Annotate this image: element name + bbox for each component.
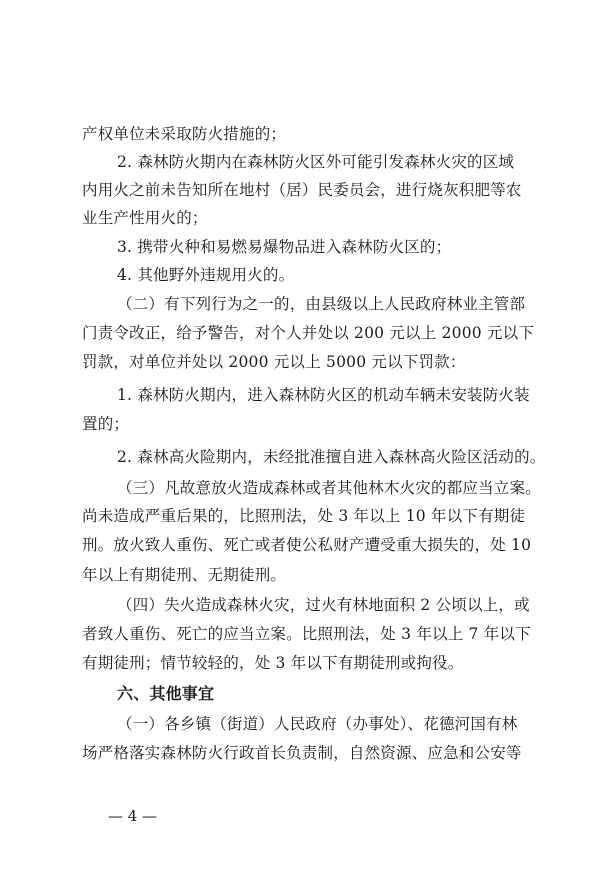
text-line: 产权单位未采取防火措施的；	[82, 125, 287, 143]
text-line: 年以上有期徒刑、无期徒刑。	[82, 566, 287, 584]
text-line: 1. 森林防火期内，进入森林防火区的机动车辆未安装防火装	[117, 386, 530, 404]
page-number: — 4 —	[108, 807, 158, 825]
text-line: 尚未造成严重后果的，比照刑法，处 3 年以上 10 年以下有期徒	[82, 507, 526, 525]
text-line: 置的；	[82, 415, 130, 433]
text-line: （三）凡故意放火造成森林或者其他林木火灾的都应当立案。	[117, 479, 541, 497]
text-line: （一）各乡镇（街道）人民政府（办事处）、花德河国有林	[117, 715, 518, 733]
text-line: 2. 森林高火险期内，未经批准擅自进入森林高火险区活动的。	[117, 448, 546, 466]
text-line: 内用火之前未告知所在地村（居）民委员会，进行烧灰积肥等农	[82, 181, 522, 199]
text-line: 门责令改正，给予警告，对个人并处以 200 元以上 2000 元以下	[82, 324, 535, 342]
text-line: 3. 携带火种和易燃易爆物品进入森林防火区的；	[117, 238, 452, 256]
text-line: 4. 其他野外违规用火的。	[117, 266, 295, 284]
text-line: 2. 森林防火期内在森林防火区外可能引发森林火灾的区域	[117, 153, 515, 171]
text-line: 者致人重伤、死亡的应当立案。比照刑法，处 3 年以上 7 年以下	[82, 625, 531, 643]
section-heading: 六、其他事宜	[117, 684, 215, 703]
text-line: 刑。放火致人重伤、死亡或者使公私财产遭受重大损失的，处 10	[82, 536, 532, 554]
text-line: 有期徒刑；情节较轻的，处 3 年以下有期徒刑或拘役。	[82, 654, 464, 672]
text-line: （四）失火造成森林火灾，过火有林地面积 2 公顷以上，或	[117, 596, 530, 614]
text-line: （二）有下列行为之一的，由县级以上人民政府林业主管部	[117, 295, 526, 313]
text-line: 场严格落实森林防火行政首长负责制，自然资源、应急和公安等	[82, 744, 522, 762]
text-line: 业生产性用火的；	[82, 209, 208, 227]
text-line: 罚款，对单位并处以 2000 元以上 5000 元以下罚款：	[82, 353, 466, 371]
